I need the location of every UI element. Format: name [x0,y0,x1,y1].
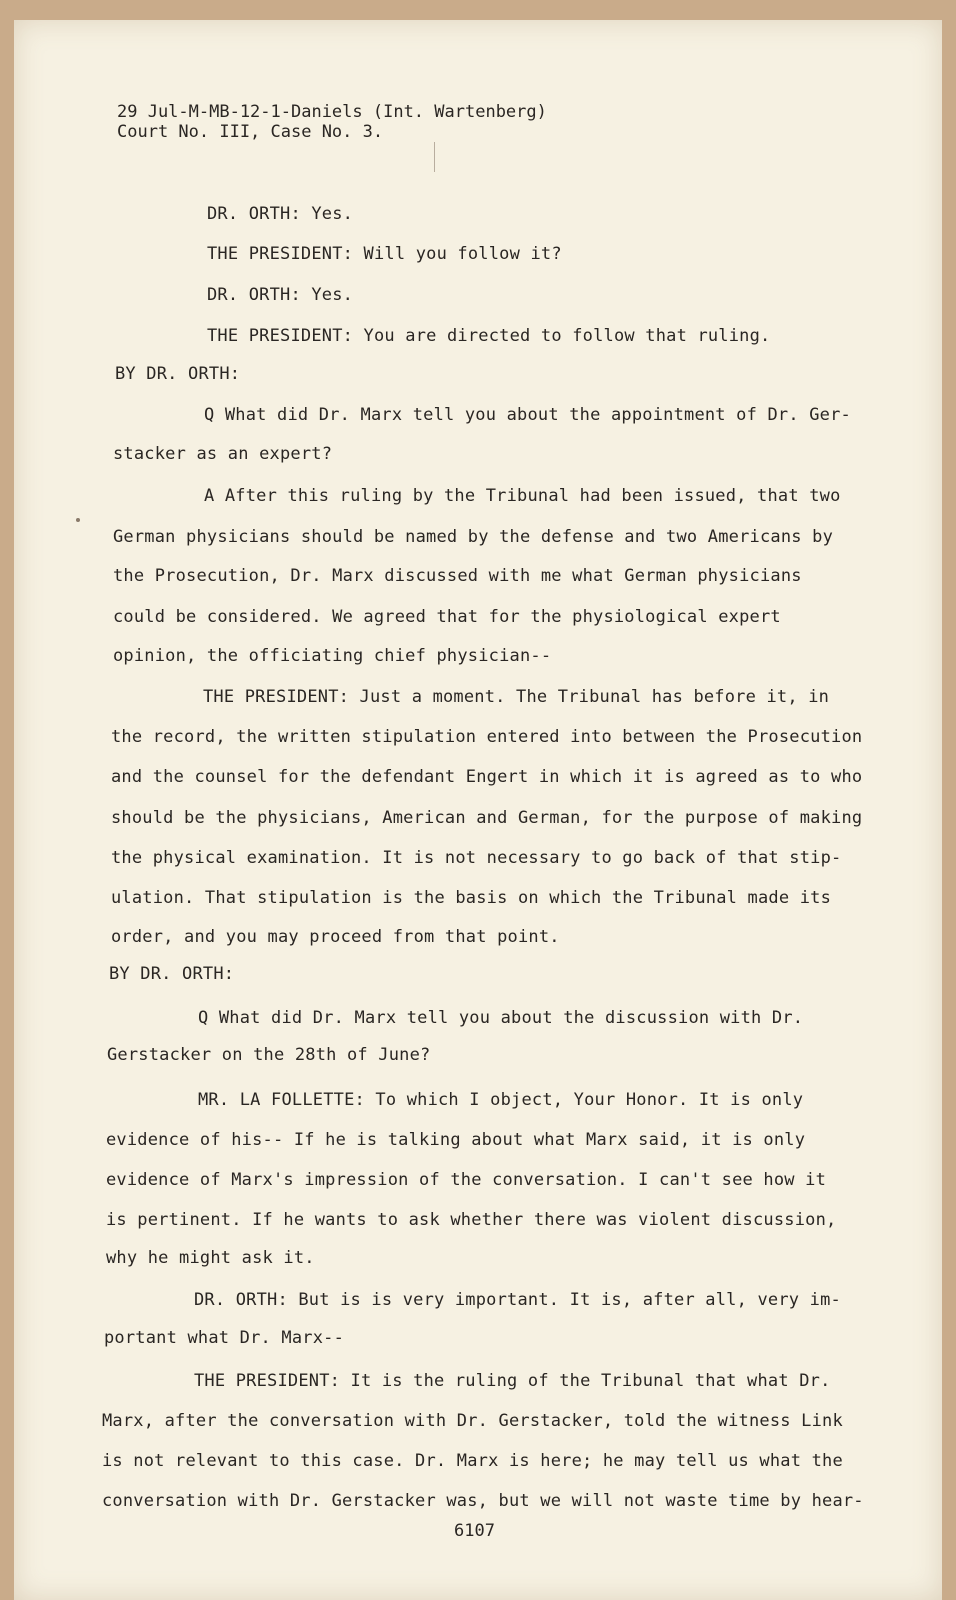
paper-speck [76,518,80,522]
transcript-line: German physicians should be named by the defense and two Americans by [113,527,834,547]
page-number: 6107 [454,1521,495,1541]
transcript-line: DR. ORTH: Yes. [207,204,354,224]
transcript-line: the Prosecution, Dr. Marx discussed with me what German physicians [113,566,802,586]
transcript-line: THE PRESIDENT: It is the ruling of the Tribunal that what Dr. [194,1371,831,1391]
transcript-line: DR. ORTH: Yes. [207,285,354,305]
transcript-line: Q What did Dr. Marx tell you about the discussion with Dr. [198,1008,804,1028]
transcript-line: order, and you may proceed from that point. [111,927,560,947]
transcript-line: the record, the written stipulation entered into between the Prosecution [111,727,863,747]
transcript-line: evidence of Marx's impression of the conversation. I can't see how it [106,1170,827,1190]
transcript-line: A After this ruling by the Tribunal had been issued, that two [204,486,841,506]
transcript-line: and the counsel for the defendant Engert in which it is agreed as to who [111,767,863,787]
transcript-line: portant what Dr. Marx-- [104,1328,345,1348]
transcript-line: opinion, the officiating chief physician-- [113,646,552,666]
transcript-line: Q What did Dr. Marx tell you about the appointment of Dr. Ger- [204,405,851,425]
transcript-line: could be considered. We agreed that for the physiological expert [113,607,781,627]
transcript-line: should be the physicians, American and German, for the purpose of making [111,808,863,828]
transcript-line: evidence of his-- If he is talking about what Marx said, it is only [106,1130,806,1150]
transcript-line: why he might ask it. [106,1248,315,1268]
transcript-line: is pertinent. If he wants to ask whether there was violent discussion, [106,1210,837,1230]
paper-mark [434,142,435,172]
transcript-line: BY DR. ORTH: [115,364,241,384]
transcript-line: THE PRESIDENT: Just a moment. The Tribunal has before it, in [203,687,830,707]
transcript-line: ulation. That stipulation is the basis on which the Tribunal made its [111,888,832,908]
transcript-line: Gerstacker on the 28th of June? [107,1045,431,1065]
transcript-line: MR. LA FOLLETTE: To which I object, Your Honor. It is only [198,1090,804,1110]
header-line-2: Court No. III, Case No. 3. [117,122,384,142]
transcript-line: Marx, after the conversation with Dr. Gerstacker, told the witness Link [102,1411,843,1431]
document-page [14,20,942,1600]
transcript-line: THE PRESIDENT: Will you follow it? [207,244,562,264]
transcript-line: conversation with Dr. Gerstacker was, but we will not waste time by hear- [102,1491,864,1511]
transcript-line: the physical examination. It is not necessary to go back of that stip- [111,848,842,868]
transcript-line: THE PRESIDENT: You are directed to follow that ruling. [207,326,771,346]
transcript-line: BY DR. ORTH: [109,964,235,984]
transcript-line: is not relevant to this case. Dr. Marx is here; he may tell us what the [102,1451,843,1471]
header-line-1: 29 Jul-M-MB-12-1-Daniels (Int. Wartenberg) [117,102,547,122]
transcript-line: stacker as an expert? [113,444,333,464]
transcript-line: DR. ORTH: But is is very important. It is, after all, very im- [194,1290,841,1310]
